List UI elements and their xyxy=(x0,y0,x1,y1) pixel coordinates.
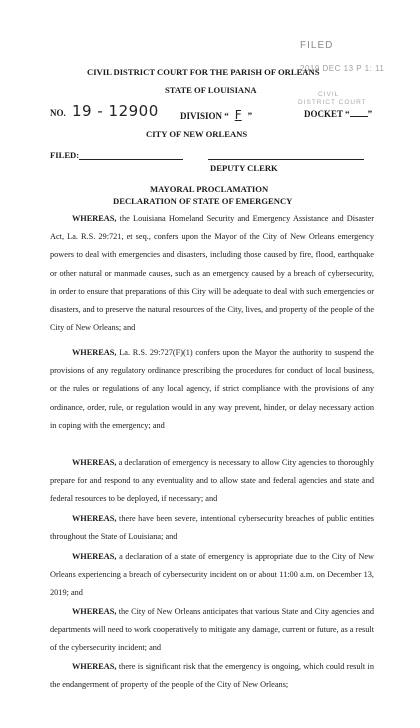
district-court-stamp: DISTRICT COURT xyxy=(298,99,367,106)
paragraph-text: the Louisiana Homeland Security and Emergency Assistance and Disaster Act, La. R.S. 29:721, et seq., confers upon the Mayor of the City of New Orleans emergency powers to deal with emergencies and disasters, including those caused by fire, flood, earthquake or other natural or manmade causes, such as an emergency caused by a breach of cybersecurity, in order to ensure that preparations of this City will be adequate to deal with such emergencies or disasters, and to preserve the natural resources of the City, lives, and property of the people of the City of New Orleans; and xyxy=(50,214,374,333)
deputy-clerk-label: DEPUTY CLERK xyxy=(210,163,278,173)
whereas-paragraph-6 xyxy=(50,603,374,658)
proclamation-title: MAYORAL PROCLAMATION xyxy=(150,184,269,194)
filed-label: FILED: xyxy=(50,150,80,160)
court-name: CIVIL DISTRICT COURT FOR THE PARISH OF ORLEANS xyxy=(87,67,320,77)
paragraph-text: there have been severe, intentional cybersecurity breaches of public entities throughout the State of Louisiana; and xyxy=(50,514,374,542)
division-close: ” xyxy=(247,111,253,121)
proclamation-subtitle: DECLARATION OF STATE OF EMERGENCY xyxy=(113,196,293,206)
whereas-paragraph-7 xyxy=(50,658,374,694)
filed-line xyxy=(79,159,183,160)
whereas-lead: WHEREAS, xyxy=(72,214,117,223)
deputy-clerk-line xyxy=(208,159,364,160)
whereas-lead: WHEREAS, xyxy=(72,662,117,671)
filed-stamp: FILED xyxy=(300,40,334,51)
division-label xyxy=(180,108,252,122)
paragraph-text: the City of New Orleans anticipates that various State and City agencies and departments will need to work cooperatively to mitigate any damage, current or future, as a result of the cybersecurity incident; and xyxy=(50,607,374,653)
division-label-text: DIVISION “ xyxy=(180,111,229,121)
whereas-paragraph-4 xyxy=(50,510,374,546)
paragraph-text: La. R.S. 29:727(F)(1) confers upon the Mayor the authority to suspend the provisions of any regulatory ordinance prescribing the procedures for conduct of local business, or the rules or regulations of any local agency, if strict compliance with the provisions of any ordinance, order, rule, or regulation would in any way prevent, hinder, or delay necessary action in coping with the emergency; and xyxy=(50,348,374,430)
docket-label-text: DOCKET “ xyxy=(304,109,350,119)
whereas-paragraph-5 xyxy=(50,548,374,603)
city-name: CITY OF NEW ORLEANS xyxy=(146,129,248,139)
whereas-paragraph-3 xyxy=(50,454,374,509)
docket-blank xyxy=(350,108,368,117)
whereas-paragraph-2 xyxy=(50,344,374,435)
whereas-lead: WHEREAS, xyxy=(72,514,117,523)
division-value: F xyxy=(234,108,242,122)
state-name: STATE OF LOUISIANA xyxy=(165,85,257,95)
case-number-value: 19 - 12900 xyxy=(72,102,159,120)
docket-label xyxy=(304,108,372,119)
whereas-lead: WHEREAS, xyxy=(72,552,117,561)
case-number-label: NO. xyxy=(50,108,66,118)
whereas-lead: WHEREAS, xyxy=(72,607,117,616)
civil-stamp: CIVIL xyxy=(318,91,340,98)
docket-close: ” xyxy=(367,109,373,119)
whereas-lead: WHEREAS, xyxy=(72,458,117,467)
whereas-paragraph-1 xyxy=(50,210,374,337)
whereas-lead: WHEREAS, xyxy=(72,348,117,357)
paragraph-text: there is significant risk that the emergency is ongoing, which could result in the endangerment of property of the people of the City of New Orleans; xyxy=(50,662,374,690)
paragraph-text: a declaration of emergency is necessary to allow City agencies to thoroughly prepare for and respond to any eventuality and to allow state and federal agencies and state and federal resources to be deployed, if necessary; and xyxy=(50,458,374,504)
paragraph-text: a declaration of a state of emergency is appropriate due to the City of New Orleans experiencing a breach of cybersecurity incident on or about 11:00 a.m. on December 13, 2019; and xyxy=(50,552,374,598)
filed-date-stamp: 2019 DEC 13 P 1: 11 xyxy=(300,64,385,73)
